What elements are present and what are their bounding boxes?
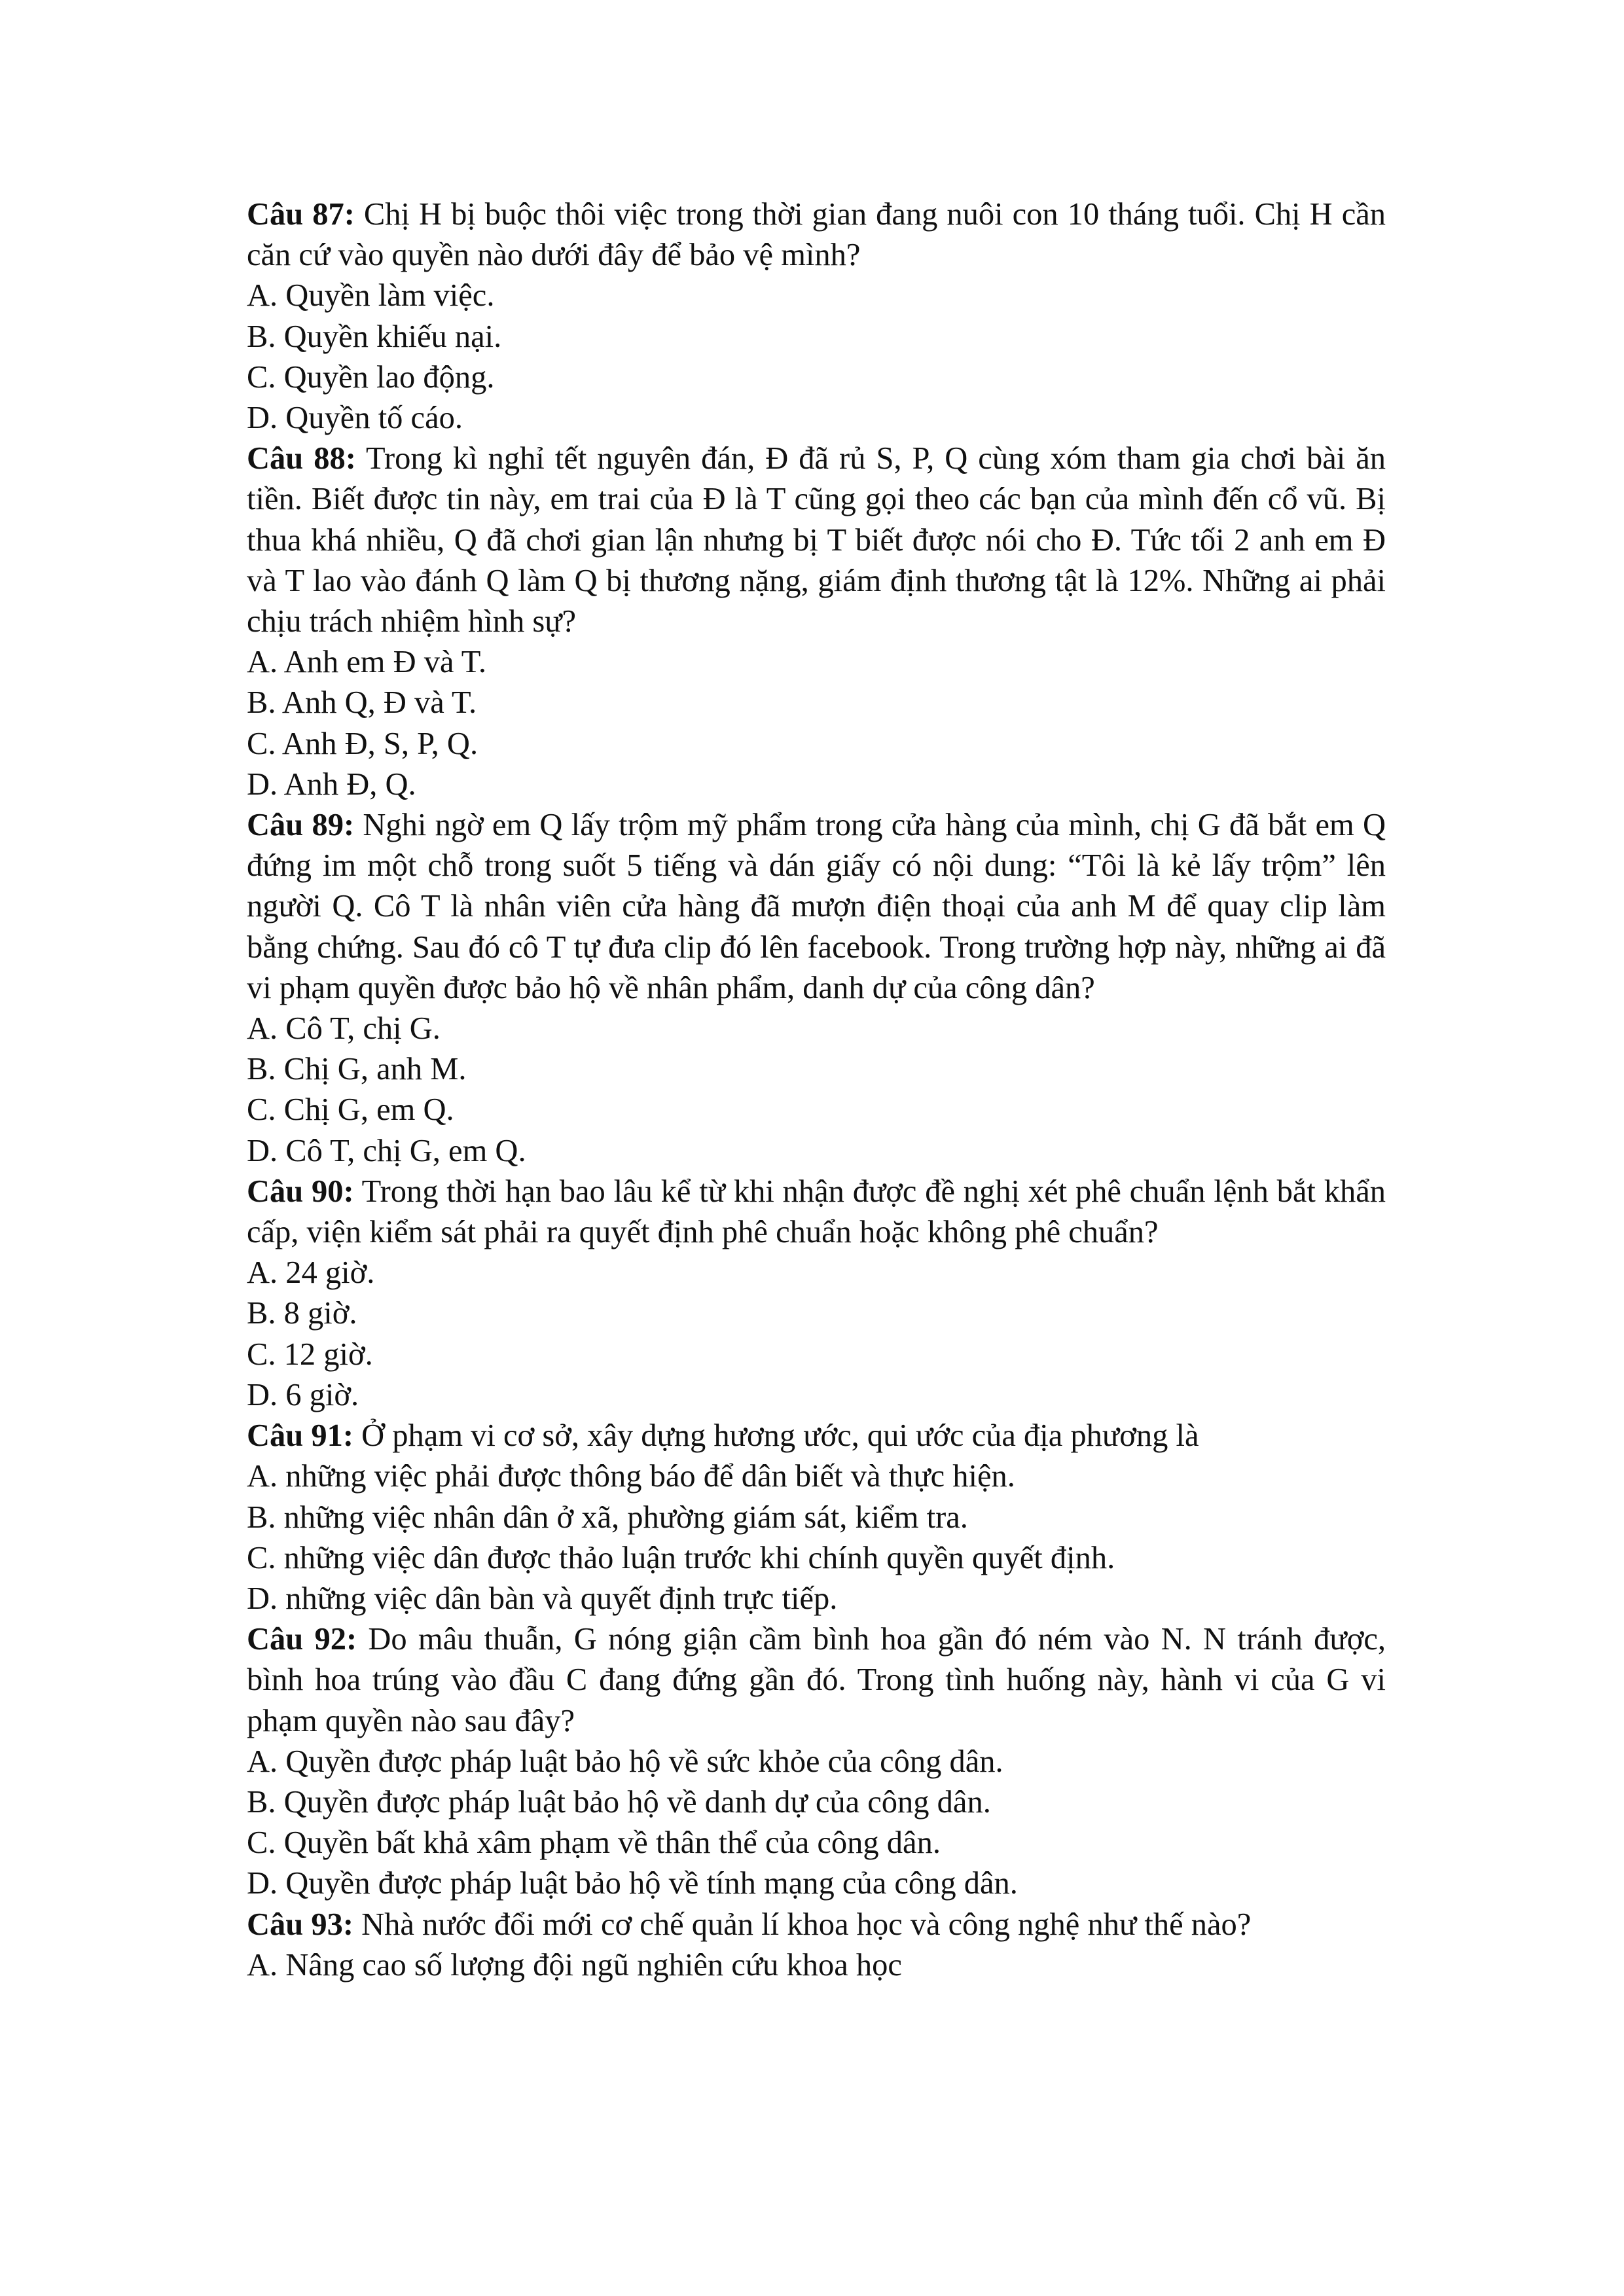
answer-option-c: C. 12 giờ. [247,1336,373,1372]
answer-option-c: C. những việc dân được thảo luận trước khi chính quyền quyết định. [247,1540,1115,1575]
question-text: Trong thời hạn bao lâu kể từ khi nhận được đề nghị xét phê chuẩn lệnh bắt khẩn cấp, viện kiểm sát phải ra quyết định phê chuẩn hoặc không phê chuẩn? [247,1174,1386,1250]
answer-option-c: C. Quyền lao động. [247,359,495,395]
question-text: Nghi ngờ em Q lấy trộm mỹ phẩm trong cửa hàng của mình, chị G đã bắt em Q đứng im một chỗ trong suốt 5 tiếng và dán giấy có nội dung: “Tôi là kẻ lấy trộm” lên người Q. Cô T là nhân viên cửa hàng đã mượn điện thoại của anh M để quay clip làm bằng chứng. Sau đó cô T tự đưa clip đó lên facebook. Trong trường hợp này, những ai đã vi phạm quyền được bảo hộ về nhân phẩm, danh dự của công dân? [247,808,1386,1005]
question-label: Câu 87: [247,197,355,232]
answer-option-b: B. 8 giờ. [247,1296,357,1331]
answer-option-a: A. 24 giờ. [247,1255,375,1291]
question-label: Câu 90: [247,1174,354,1209]
question-text: Do mâu thuẫn, G nóng giận cầm bình hoa gần đó ném vào N. N tránh được, bình hoa trúng vào đầu C đang đứng gần đó. Trong tình huống này, hành vi của G vi phạm quyền nào sau đây? [247,1622,1386,1738]
answer-option-a: A. Anh em Đ và T. [247,645,486,680]
answer-option-b: B. Quyền được pháp luật bảo hộ về danh dự của công dân. [247,1784,991,1820]
question-text: Chị H bị buộc thôi việc trong thời gian đang nuôi con 10 tháng tuổi. Chị H cần căn cứ vào quyền nào dưới đây để bảo vệ mình? [247,197,1386,273]
answer-option-b: B. những việc nhân dân ở xã, phường giám sát, kiểm tra. [247,1499,968,1535]
question-stem [247,1905,1386,1945]
question-93 [247,1905,1386,1986]
question-stem [247,805,1386,1009]
question-text: Ở phạm vi cơ sở, xây dựng hương ước, qui ước của địa phương là [353,1418,1199,1454]
question-label: Câu 91: [247,1418,354,1454]
question-stem [247,439,1386,642]
question-label: Câu 89: [247,808,355,843]
answer-option-b: B. Anh Q, Đ và T. [247,685,477,721]
question-stem [247,1416,1386,1456]
answer-option-d: D. Quyền tố cáo. [247,401,463,436]
question-stem [247,1619,1386,1742]
question-92 [247,1619,1386,1904]
question-88 [247,439,1386,805]
answer-option-c: C. Anh Đ, S, P, Q. [247,726,478,761]
question-text: Nhà nước đổi mới cơ chế quản lí khoa học và công nghệ như thế nào? [353,1907,1252,1942]
answer-option-c: C. Quyền bất khả xâm phạm về thân thể của công dân. [247,1825,941,1861]
document-page [247,194,1386,1986]
answer-option-d: D. những việc dân bàn và quyết định trực tiếp. [247,1581,838,1616]
answer-option-a: A. Quyền làm việc. [247,278,495,314]
answer-option-a: A. những việc phải được thông báo để dân biết và thực hiện. [247,1459,1015,1494]
answer-option-d: D. 6 giờ. [247,1377,359,1412]
question-90 [247,1172,1386,1416]
answer-option-b: B. Chị G, anh M. [247,1052,467,1087]
answer-option-a: A. Nâng cao số lượng đội ngũ nghiên cứu khoa học [247,1947,902,1982]
answer-option-d: D. Cô T, chị G, em Q. [247,1133,526,1168]
answer-option-d: D. Anh Đ, Q. [247,766,416,802]
question-stem [247,194,1386,276]
answer-option-c: C. Chị G, em Q. [247,1092,454,1128]
answer-option-d: D. Quyền được pháp luật bảo hộ về tính mạng của công dân. [247,1866,1018,1901]
answer-option-a: A. Cô T, chị G. [247,1011,441,1047]
question-91 [247,1416,1386,1619]
question-label: Câu 92: [247,1622,357,1657]
question-label: Câu 93: [247,1907,354,1942]
question-label: Câu 88: [247,441,356,476]
answer-option-b: B. Quyền khiếu nại. [247,319,502,354]
question-89 [247,805,1386,1172]
question-stem [247,1172,1386,1253]
answer-option-a: A. Quyền được pháp luật bảo hộ về sức khỏe của công dân. [247,1744,1003,1779]
question-87 [247,194,1386,439]
question-text: Trong kì nghỉ tết nguyên đán, Đ đã rủ S, P, Q cùng xóm tham gia chơi bài ăn tiền. Biết được tin này, em trai của Đ là T cũng gọi theo các bạn của mình đến cổ vũ. Bị thua khá nhiều, Q đã chơi gian lận nhưng bị T biết được nói cho Đ. Tức tối 2 anh em Đ và T lao vào đánh Q làm Q bị thương nặng, giám định thương tật là 12%. Những ai phải chịu trách nhiệm hình sự? [247,441,1386,639]
